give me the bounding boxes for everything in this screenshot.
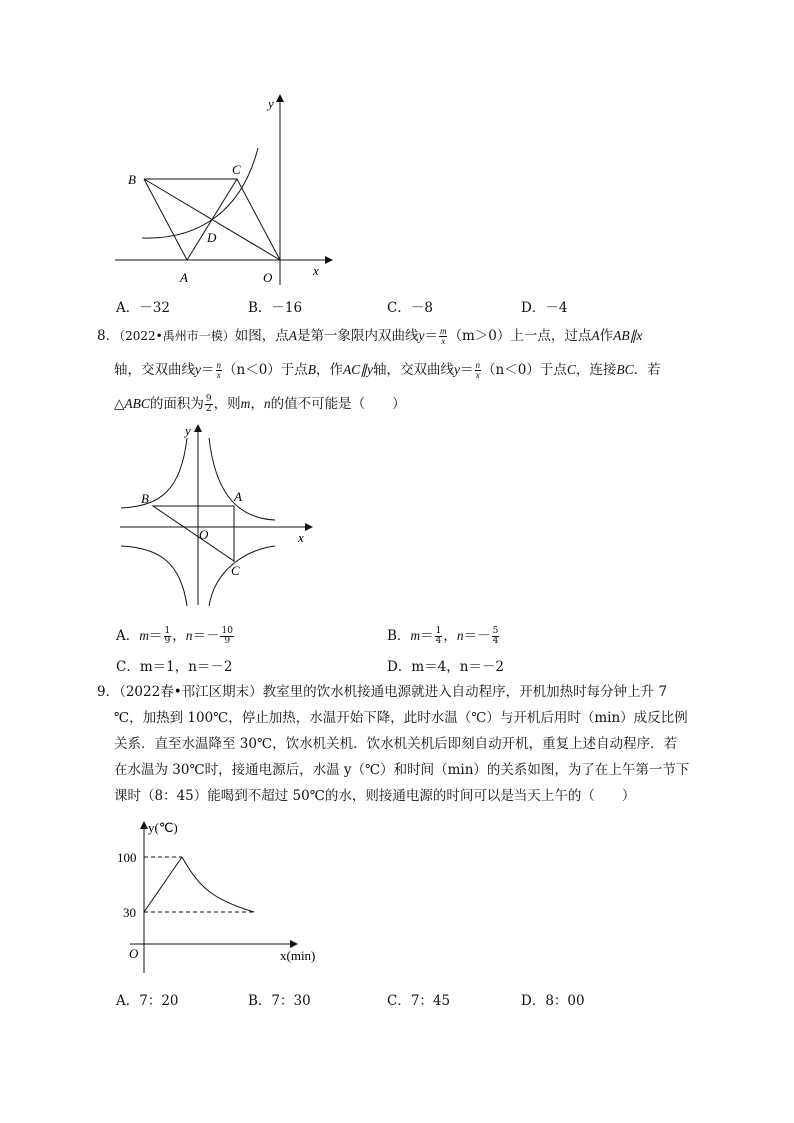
q9-y-arrow <box>140 821 148 829</box>
q8-text: （n＜0） <box>223 362 281 378</box>
q8-var: BC <box>616 362 634 377</box>
q7-figure <box>110 90 340 290</box>
q8-option-c[interactable]: C．m＝1，n＝－2 <box>116 659 233 675</box>
q8-option-a[interactable]: A．m＝ $\frac{1}{9}$ ，n＝－ $\frac{10}{9}$ <box>116 626 233 646</box>
q8-var: y <box>454 362 461 377</box>
q9-option-d[interactable]: D．8：00 <box>521 993 585 1009</box>
q7-option-a[interactable]: A．－32 <box>116 300 170 316</box>
q8-y-arrow <box>194 424 202 432</box>
q8-var: AB∥x <box>613 328 643 343</box>
q8-text: 于点 <box>539 362 567 378</box>
q7-option-d[interactable]: D．－4 <box>521 300 568 316</box>
q7-label-A: A <box>180 270 188 285</box>
q8-triangle-abc <box>153 506 234 561</box>
q9-option-a[interactable]: A．7：20 <box>116 993 179 1009</box>
q8-var: B <box>307 362 317 377</box>
q8-x-arrow <box>305 523 313 531</box>
q9-line-3: 关系．直至水温降至 30℃，饮水机关机．饮水机关机后即刻自动开机，重复上述自动程序．若 <box>114 736 678 752</box>
q8-number: 8． <box>97 328 120 344</box>
q9-line-5: 课时（8：45）能喝到不超过 50℃的水，则接通电源的时间可以是当天上午的（ ） <box>114 788 636 804</box>
q8-text: 上一点，过点 <box>510 328 592 344</box>
q7-label-O: O <box>263 270 273 285</box>
q8-hyperbola-q1 <box>209 438 275 520</box>
q8-text: ＝ <box>424 328 438 344</box>
q9-cooling-curve <box>182 857 254 912</box>
q8-var: A <box>591 328 600 343</box>
q8-label-C: C <box>231 563 240 578</box>
q9-line-2: ℃，加热到 100℃，停止加热，水温开始下降，此时水温（℃）与开机后用时（min）成反比例 <box>114 710 688 726</box>
q8-text: ，连接 <box>575 362 617 378</box>
q8-option-d[interactable]: D．m＝4，n＝－2 <box>387 659 504 675</box>
q8-fraction: $\frac{n}{x}$ <box>475 360 481 380</box>
q8-source: （2022•禹州市一模） <box>119 329 235 343</box>
q8-text: ＝ <box>201 362 215 378</box>
q8-var: y <box>195 362 201 377</box>
q8-line-1 <box>97 326 642 346</box>
q8-text: △ <box>114 396 125 412</box>
q8-hyperbola-q2 <box>121 438 187 508</box>
q8-text: 如图，点 <box>234 328 289 344</box>
q8-text: ．若 <box>633 362 661 378</box>
q8-text: 于点 <box>280 362 308 378</box>
q9-label-x: x(min) <box>280 948 316 963</box>
q7-label-y: y <box>268 96 274 111</box>
q8-var: m <box>240 396 251 411</box>
q7-label-D: D <box>207 230 217 245</box>
q7-option-b[interactable]: B．－16 <box>248 300 303 316</box>
q7-y-arrow <box>276 94 284 102</box>
q8-text: 的值不可能是（ ） <box>270 396 406 412</box>
q9-line-4: 在水温为 30℃时，接通电源后，水温 y（℃）和时间（min）的关系如图，为了在上午第一节下 <box>114 762 690 778</box>
q8-label-B: B <box>141 491 149 506</box>
q8-text: 作 <box>599 328 614 344</box>
q8-line-2 <box>114 360 661 380</box>
q8-var: AC∥y <box>343 362 374 377</box>
q8-hyperbola-q4 <box>209 546 275 606</box>
q8-text: ， <box>250 396 264 412</box>
q9-label-100: 100 <box>117 850 137 865</box>
q7-label-C: C <box>232 162 241 177</box>
q8-text: 轴，交双曲线 <box>373 362 455 378</box>
q8-text: （n＜0） <box>482 362 540 378</box>
q8-fraction: $\frac{n}{x}$ <box>216 360 221 380</box>
q9-line-1: 9．（2022春•邗江区期末）教室里的饮水机接通电源就进入自动程序，开机加热时每分钟上升 7 <box>97 684 668 700</box>
q9-option-b[interactable]: B．7：30 <box>248 993 311 1009</box>
q9-heating-line <box>144 857 182 912</box>
q8-hyperbola-q3 <box>121 546 187 606</box>
q9-label-30: 30 <box>123 905 136 920</box>
q9-label-O: O <box>129 946 139 961</box>
q8-text: 的面积为 <box>149 396 204 412</box>
q7-option-c[interactable]: C．－8 <box>387 300 433 316</box>
q8-figure <box>115 420 325 610</box>
q8-text: ，则 <box>213 396 241 412</box>
q7-label-B: B <box>128 172 136 187</box>
q9-figure <box>110 815 340 975</box>
q8-var: C <box>566 362 576 377</box>
q8-label-A: A <box>234 489 242 504</box>
q8-fraction: $\frac{m}{x}$ <box>439 326 447 346</box>
q7-x-arrow <box>325 256 333 264</box>
q8-label-x: x <box>298 530 304 545</box>
q8-line-3 <box>114 394 406 414</box>
q9-x-arrow <box>290 940 298 948</box>
q8-var: A <box>288 328 297 343</box>
q8-var: y <box>418 328 425 343</box>
q8-option-b[interactable]: B．m＝ $\frac{1}{4}$ ，n＝－ $\frac{5}{4}$ <box>387 626 499 646</box>
q8-var: n <box>263 396 271 411</box>
q8-text: ，作 <box>316 362 344 378</box>
q8-text: ＝ <box>460 362 474 378</box>
q7-label-x: x <box>313 263 319 278</box>
q7-line-AC <box>187 179 237 260</box>
q8-area-fraction: $\frac{9}{2}$ <box>205 394 212 414</box>
q8-var: ABC <box>124 396 150 411</box>
q8-text: （m＞0） <box>448 328 511 344</box>
q9-option-c[interactable]: C．7：45 <box>387 993 451 1009</box>
q8-text: 是第一象限内双曲线 <box>296 328 419 344</box>
q8-label-O: O <box>199 527 209 542</box>
q8-text: 轴，交双曲线 <box>114 362 195 378</box>
q8-label-y: y <box>185 423 191 438</box>
q9-label-y: y(℃) <box>148 820 178 835</box>
